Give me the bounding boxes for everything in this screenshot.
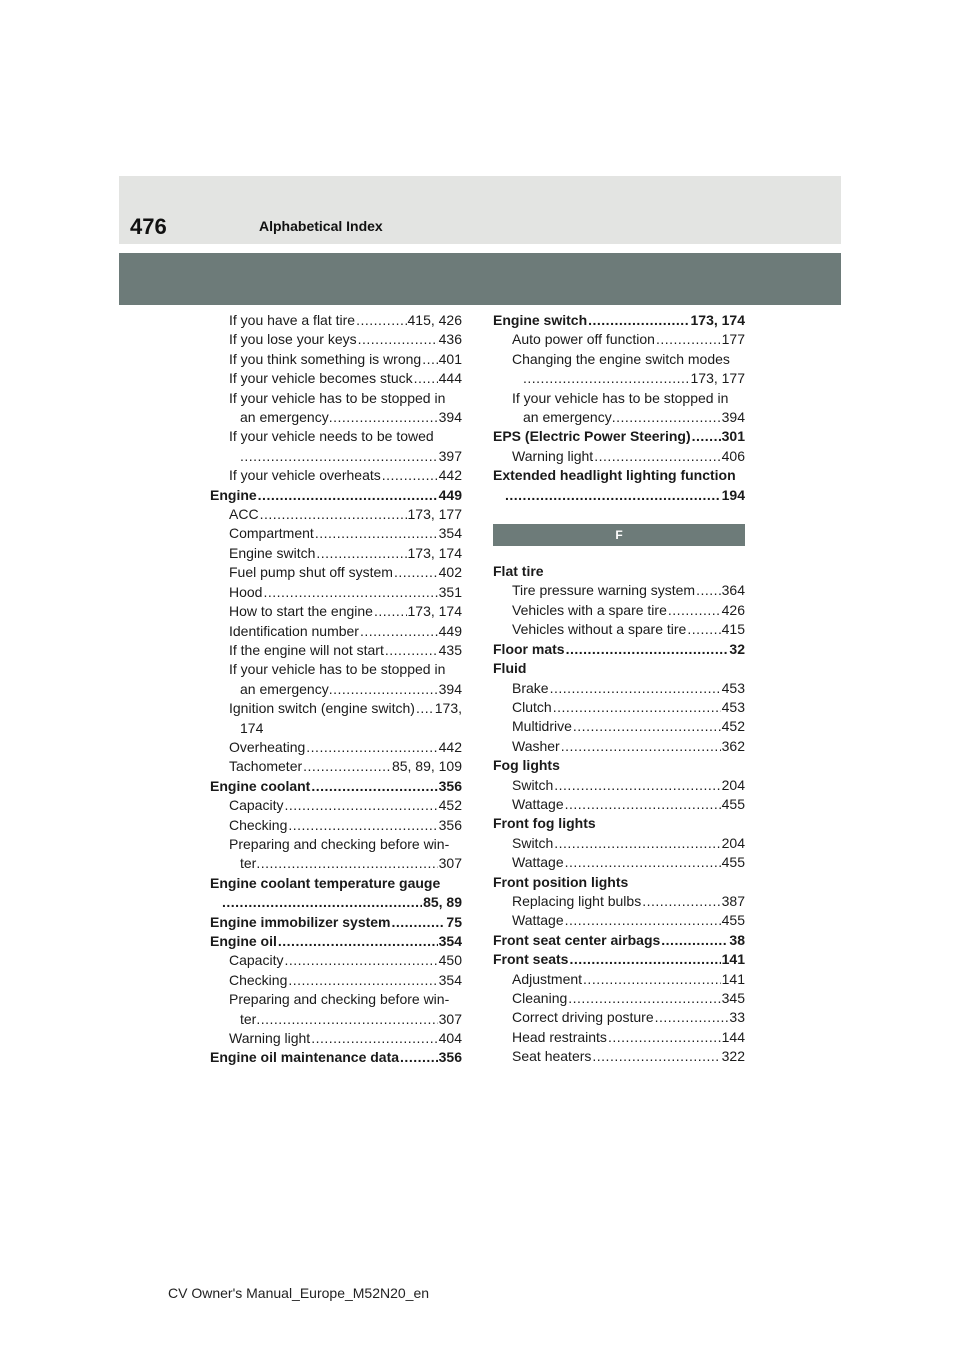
entry-label: Cleaning xyxy=(512,990,568,1006)
index-entry xyxy=(493,581,745,600)
entry-label: Capacity xyxy=(229,952,284,969)
leader-dots xyxy=(594,447,720,466)
leader-dots xyxy=(696,581,721,600)
page-number: 476 xyxy=(130,214,167,239)
leader-dots xyxy=(656,330,721,349)
header-dark-band xyxy=(119,253,841,305)
index-entry xyxy=(493,892,745,911)
index-entry xyxy=(493,911,745,930)
index-entry-continuation xyxy=(210,447,462,466)
entry-page-ref: 307 xyxy=(438,1010,462,1027)
entry-label: Seat heaters xyxy=(512,1048,592,1065)
entry-label: Replacing light bulbs xyxy=(512,892,642,909)
index-heading xyxy=(493,562,745,581)
entry-page-ref: 415 xyxy=(721,621,745,638)
entry-page-ref: 194 xyxy=(721,486,745,503)
leader-dots xyxy=(256,854,437,873)
index-entry xyxy=(493,447,745,466)
entry-page-ref: 362 xyxy=(721,737,745,754)
entry-label: Preparing and checking before win- xyxy=(229,835,450,852)
index-entry xyxy=(210,990,462,1009)
index-entry-continuation xyxy=(493,369,745,388)
leader-dots xyxy=(400,1048,438,1067)
entry-page-ref: 307 xyxy=(438,855,462,872)
leader-dots xyxy=(505,486,721,505)
entry-label: Engine coolant xyxy=(210,777,311,794)
index-entry xyxy=(493,795,745,814)
index-heading xyxy=(493,756,745,775)
leader-dots xyxy=(263,583,437,602)
index-entry-continuation xyxy=(210,680,462,699)
index-entry xyxy=(210,835,462,854)
index-entry xyxy=(210,1029,462,1048)
entry-page-ref: 144 xyxy=(721,1028,745,1045)
leader-dots xyxy=(523,369,690,388)
index-entry xyxy=(210,816,462,835)
leader-dots xyxy=(569,950,720,969)
footer-manual-name: CV Owner's Manual_Europe_M52N20_en xyxy=(168,1285,430,1301)
leader-dots xyxy=(311,1029,437,1048)
entry-page-ref: 75 xyxy=(446,913,462,930)
index-entry xyxy=(493,737,745,756)
index-entry xyxy=(493,970,745,989)
leader-dots xyxy=(655,1008,729,1027)
entry-label: Engine xyxy=(210,486,257,503)
entry-page-ref: 38 xyxy=(729,931,745,948)
leader-dots xyxy=(382,466,438,485)
entry-page-ref: 401 xyxy=(438,350,462,367)
leader-dots xyxy=(306,738,437,757)
entry-label: Warning light xyxy=(229,1030,311,1047)
index-entry xyxy=(210,486,462,505)
index-entry xyxy=(493,620,745,639)
entry-label: Hood xyxy=(229,583,263,600)
leader-dots xyxy=(668,601,721,620)
entry-label: Switch xyxy=(512,834,554,851)
index-entry xyxy=(493,427,745,446)
entry-label: Engine switch xyxy=(493,312,588,328)
entry-page-ref: 387 xyxy=(721,892,745,909)
index-entry xyxy=(210,1048,462,1067)
leader-dots xyxy=(565,911,721,930)
index-entry xyxy=(493,330,745,349)
entry-label-continuation: ter xyxy=(240,855,257,872)
index-entry xyxy=(493,698,745,717)
entry-label-continuation: ter xyxy=(240,1010,257,1027)
entry-label: Multidrive xyxy=(512,718,572,735)
entry-label: Adjustment xyxy=(512,970,583,987)
entry-page-ref: 452 xyxy=(438,797,462,814)
entry-page-ref: 204 xyxy=(721,834,745,851)
index-entry xyxy=(210,563,462,582)
entry-label: Engine oil xyxy=(210,933,277,949)
entry-page-ref: 455 xyxy=(721,854,745,871)
entry-page-ref: 404 xyxy=(438,1030,462,1047)
entry-label: Compartment xyxy=(229,525,314,542)
entry-page-ref: 356 xyxy=(438,816,462,833)
entry-label: Vehicles without a spare tire xyxy=(512,621,687,638)
leader-dots xyxy=(553,698,721,717)
entry-label: Brake xyxy=(512,679,549,696)
index-entry xyxy=(210,738,462,757)
leader-dots xyxy=(278,932,438,951)
entry-label: Engine coolant temperature gauge xyxy=(210,874,441,891)
index-entry xyxy=(210,389,462,408)
leader-dots xyxy=(284,951,437,970)
leader-dots xyxy=(573,717,721,736)
entry-page-ref: 455 xyxy=(721,912,745,929)
leader-dots xyxy=(588,311,689,330)
leader-dots xyxy=(554,834,720,853)
entry-page-ref: 442 xyxy=(438,467,462,484)
entry-label: Preparing and checking before win- xyxy=(229,991,450,1008)
index-entry xyxy=(493,776,745,795)
index-entry xyxy=(210,427,462,446)
entry-label: Checking xyxy=(229,816,288,833)
index-entry xyxy=(493,1008,745,1027)
entry-page-ref: 301 xyxy=(721,428,745,445)
entry-page-ref: 455 xyxy=(721,795,745,812)
entry-page-ref: 402 xyxy=(438,564,462,581)
entry-label: Washer xyxy=(512,737,560,754)
entry-label: Tachometer xyxy=(229,758,303,775)
index-entry xyxy=(210,641,462,660)
leader-dots xyxy=(258,486,438,505)
entry-label: Overheating xyxy=(229,738,306,755)
index-entry xyxy=(210,311,462,330)
index-column-right xyxy=(493,311,745,1067)
entry-page-ref: 351 xyxy=(438,583,462,600)
entry-label: Fluid xyxy=(493,660,527,677)
entry-page-ref: 449 xyxy=(438,486,462,503)
index-entry xyxy=(210,524,462,543)
entry-label: Correct driving posture xyxy=(512,1009,654,1026)
leader-dots xyxy=(566,640,729,659)
entry-page-ref: 397 xyxy=(438,447,462,464)
index-entry xyxy=(493,350,745,369)
entry-page-ref: 32 xyxy=(729,640,745,657)
index-entry xyxy=(210,369,462,388)
leader-dots xyxy=(583,970,721,989)
entry-label: Front position lights xyxy=(493,873,629,890)
leader-dots xyxy=(256,1010,437,1029)
index-heading xyxy=(493,659,745,678)
entry-page-ref: 426 xyxy=(721,601,745,618)
entry-page-ref: 173, 174 xyxy=(407,544,462,561)
entry-label: If your vehicle overheats xyxy=(229,467,381,484)
entry-label: ACC xyxy=(229,506,259,523)
leader-dots xyxy=(608,1028,721,1047)
entry-label: Auto power off function xyxy=(512,331,655,348)
entry-label: Front seats xyxy=(493,951,569,968)
index-group-e xyxy=(493,311,745,505)
leader-dots xyxy=(392,913,446,932)
entry-label: Vehicles with a spare tire xyxy=(512,601,667,618)
entry-page-ref-continuation: 174 xyxy=(240,719,264,736)
index-entry xyxy=(493,601,745,620)
entry-label: Changing the engine switch modes xyxy=(512,350,730,367)
entry-label: Fog lights xyxy=(493,757,560,774)
entry-page-ref: 345 xyxy=(721,990,745,1006)
entry-page-ref: 415, 426 xyxy=(407,312,462,328)
entry-page-ref: 204 xyxy=(721,776,745,793)
index-entry-continuation xyxy=(210,893,462,912)
entry-page-ref: 177 xyxy=(721,331,745,348)
index-entry xyxy=(493,1047,745,1066)
index-entry xyxy=(210,466,462,485)
entry-page-ref: 33 xyxy=(729,1009,745,1026)
leader-dots xyxy=(284,796,437,815)
index-entry xyxy=(493,950,745,969)
index-entry-continuation xyxy=(210,1010,462,1029)
entry-label: If your vehicle has to be stopped in xyxy=(512,389,729,406)
leader-dots xyxy=(422,350,437,369)
index-entry xyxy=(210,622,462,641)
leader-dots xyxy=(565,853,721,872)
leader-dots xyxy=(661,931,728,950)
leader-dots xyxy=(385,641,438,660)
index-entry xyxy=(493,311,745,330)
index-entry xyxy=(493,853,745,872)
entry-label: Wattage xyxy=(512,854,564,871)
leader-dots xyxy=(592,1047,720,1066)
index-entry xyxy=(210,350,462,369)
entry-label: Front seat center airbags xyxy=(493,931,661,948)
index-entry xyxy=(493,717,745,736)
entry-label-continuation: an emergency xyxy=(240,409,329,426)
leader-dots xyxy=(222,893,422,912)
leader-dots xyxy=(692,427,721,446)
index-group-f xyxy=(493,562,745,1067)
index-entry xyxy=(493,931,745,950)
entry-label: Engine switch xyxy=(229,544,316,561)
entry-label: If you have a flat tire xyxy=(229,312,356,328)
entry-label: If the engine will not start xyxy=(229,641,384,658)
entry-page-ref: 453 xyxy=(721,679,745,696)
entry-page-ref: 356 xyxy=(438,1049,462,1066)
entry-page-ref: 141 xyxy=(721,951,745,968)
entry-label: Capacity xyxy=(229,797,284,814)
entry-page-ref: 435 xyxy=(438,641,462,658)
index-entry xyxy=(210,505,462,524)
entry-label-continuation: an emergency xyxy=(523,409,612,426)
leader-dots xyxy=(260,505,407,524)
entry-label: Ignition switch (engine switch) xyxy=(229,700,415,717)
leader-dots xyxy=(240,447,438,466)
entry-page-ref: 364 xyxy=(721,582,745,599)
entry-label: If your vehicle has to be stopped in xyxy=(229,389,446,406)
entry-page-ref: 394 xyxy=(721,409,745,426)
leader-dots xyxy=(565,795,721,814)
entry-label: If your vehicle has to be stopped in xyxy=(229,661,446,678)
index-entry xyxy=(210,951,462,970)
header-band xyxy=(119,176,841,244)
index-entry-continuation xyxy=(210,719,462,738)
index-entry xyxy=(210,971,462,990)
entry-label: Flat tire xyxy=(493,563,544,580)
entry-label: Engine immobilizer system xyxy=(210,913,391,930)
index-entry xyxy=(493,1028,745,1047)
letter-band-f: F xyxy=(493,524,745,546)
entry-page-ref: 436 xyxy=(438,331,462,348)
index-entry xyxy=(493,466,745,485)
index-entry-continuation xyxy=(210,408,462,427)
index-entry xyxy=(210,660,462,679)
index-entry xyxy=(493,679,745,698)
entry-page-ref: 173, 174 xyxy=(407,603,462,620)
entry-page-ref: 173, 174 xyxy=(690,312,745,328)
leader-dots xyxy=(561,737,721,756)
entry-page-ref: 453 xyxy=(721,698,745,715)
index-entry xyxy=(493,834,745,853)
index-entry xyxy=(210,796,462,815)
entry-page-ref: 322 xyxy=(721,1048,745,1065)
entry-label: Extended headlight lighting function xyxy=(493,467,736,484)
leader-dots xyxy=(687,620,720,639)
leader-dots xyxy=(394,563,438,582)
index-entry xyxy=(210,913,462,932)
leader-dots xyxy=(414,369,438,388)
index-entry xyxy=(210,874,462,893)
entry-label: Floor mats xyxy=(493,640,565,657)
entry-label: Warning light xyxy=(512,447,594,464)
entry-label: Tire pressure warning system xyxy=(512,582,696,599)
entry-label: Fuel pump shut off system xyxy=(229,564,393,581)
entry-page-ref: 354 xyxy=(438,971,462,988)
index-entry-continuation xyxy=(210,854,462,873)
entry-label: Switch xyxy=(512,776,554,793)
entry-label: Clutch xyxy=(512,698,552,715)
leader-dots xyxy=(550,679,721,698)
entry-label: Engine oil maintenance data xyxy=(210,1049,400,1066)
leader-dots xyxy=(329,408,438,427)
entry-label: How to start the engine xyxy=(229,603,373,620)
entry-label: If you lose your keys xyxy=(229,331,357,348)
leader-dots xyxy=(374,602,407,621)
index-entry xyxy=(493,389,745,408)
leader-dots xyxy=(416,699,434,718)
index-entry xyxy=(493,989,745,1008)
entry-label: If your vehicle becomes stuck xyxy=(229,370,413,387)
entry-label: Identification number xyxy=(229,622,359,639)
entry-page-ref: 85, 89, 109 xyxy=(391,758,462,775)
entry-page-ref: 444 xyxy=(438,370,462,387)
index-column-left xyxy=(210,311,462,1068)
entry-page-ref: 406 xyxy=(721,447,745,464)
index-heading xyxy=(493,873,745,892)
index-heading xyxy=(493,814,745,833)
index-entry-continuation xyxy=(493,486,745,505)
leader-dots xyxy=(315,524,438,543)
entry-label: Wattage xyxy=(512,795,564,812)
entry-label: Checking xyxy=(229,971,288,988)
index-entry xyxy=(210,330,462,349)
entry-page-ref: 450 xyxy=(438,952,462,969)
index-entry-continuation xyxy=(493,408,745,427)
entry-page-ref: 442 xyxy=(438,738,462,755)
leader-dots xyxy=(360,622,438,641)
entry-page-ref: 394 xyxy=(438,409,462,426)
index-entry xyxy=(210,602,462,621)
index-entry xyxy=(210,932,462,951)
entry-page-ref: 85, 89 xyxy=(423,894,462,911)
leader-dots xyxy=(356,311,406,330)
entry-page-ref: 141 xyxy=(721,970,745,987)
leader-dots xyxy=(288,816,437,835)
entry-page-ref: 354 xyxy=(438,525,462,542)
leader-dots xyxy=(316,544,406,563)
index-entry xyxy=(210,757,462,776)
leader-dots xyxy=(288,971,437,990)
entry-label-continuation: an emergency xyxy=(240,680,329,697)
index-entry xyxy=(210,544,462,563)
entry-label: Wattage xyxy=(512,912,564,929)
entry-label: EPS (Electric Power Steering) xyxy=(493,428,691,445)
entry-label: Front fog lights xyxy=(493,815,596,832)
entry-page-ref: 173, 177 xyxy=(690,370,745,387)
entry-label: If your vehicle needs to be towed xyxy=(229,428,434,445)
entry-label: If you think something is wrong xyxy=(229,350,422,367)
section-title: Alphabetical Index xyxy=(259,218,383,234)
entry-page-ref: 173, 177 xyxy=(407,506,462,523)
index-entry xyxy=(210,583,462,602)
entry-page-ref: 356 xyxy=(438,777,462,794)
index-entry xyxy=(493,640,745,659)
entry-page-ref: 449 xyxy=(438,622,462,639)
entry-page-ref: 452 xyxy=(721,718,745,735)
leader-dots xyxy=(358,330,438,349)
entry-page-ref: 394 xyxy=(438,680,462,697)
leader-dots xyxy=(554,776,720,795)
leader-dots xyxy=(642,892,720,911)
index-entry xyxy=(210,699,462,718)
leader-dots xyxy=(329,680,438,699)
leader-dots xyxy=(568,989,720,1008)
entry-page-ref: 173, xyxy=(434,700,462,717)
entry-page-ref: 354 xyxy=(438,933,462,949)
leader-dots xyxy=(612,408,721,427)
leader-dots xyxy=(311,777,437,796)
index-entry xyxy=(210,777,462,796)
entry-label: Head restraints xyxy=(512,1028,607,1045)
leader-dots xyxy=(303,757,391,776)
